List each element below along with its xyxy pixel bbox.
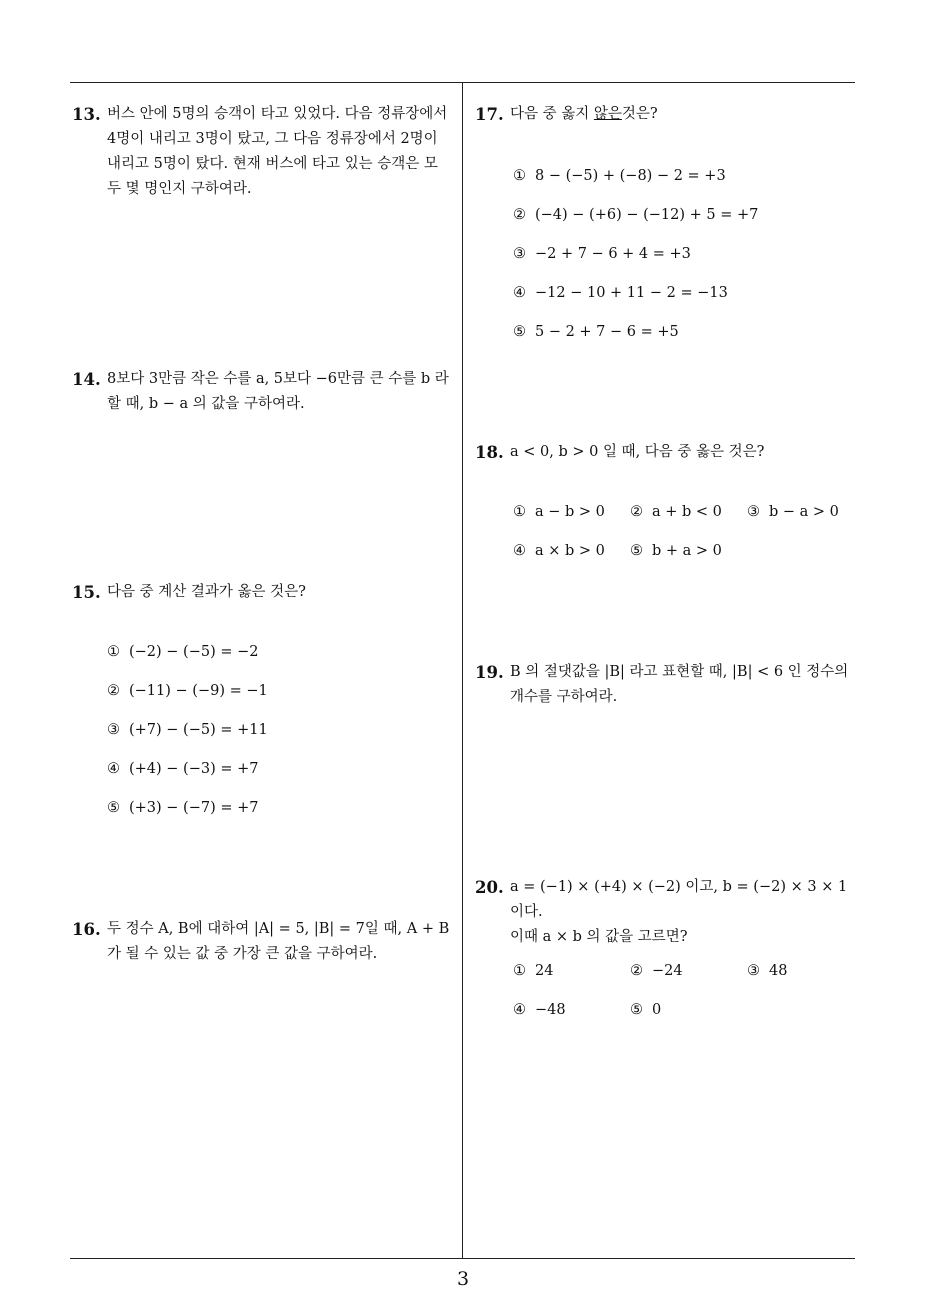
- choice-text: a − b > 0: [535, 504, 605, 520]
- choice-text: −48: [535, 1002, 566, 1018]
- choice-mark: ⑤: [107, 800, 120, 816]
- choice-mark: ④: [513, 1002, 526, 1018]
- choice-mark: ③: [513, 246, 526, 262]
- question-14: [72, 367, 458, 417]
- choice-text: −2 + 7 − 6 + 4 = +3: [535, 246, 691, 262]
- choice-mark: ②: [630, 504, 643, 520]
- choice-text: (−4) − (+6) − (−12) + 5 = +7: [535, 207, 759, 223]
- choice-mark: ①: [513, 168, 526, 184]
- question-number: 20.: [475, 878, 504, 897]
- choice-3[interactable]: [107, 718, 268, 743]
- choice-5[interactable]: [107, 796, 259, 821]
- choice-3[interactable]: [513, 242, 691, 267]
- question-17: [475, 102, 865, 340]
- choice-text: 0: [652, 1002, 662, 1018]
- choice-2[interactable]: [513, 203, 758, 228]
- choice-mark: ②: [107, 683, 120, 699]
- choice-mark: ①: [513, 963, 526, 979]
- question-text: a = (−1) × (+4) × (−2) 이고, b = (−2) × 3 × 1 이다. 이때 a × b 의 값을 고르면?: [510, 879, 848, 945]
- question-text-part: 것은?: [621, 106, 658, 122]
- question-text: 8보다 3만큼 작은 수를 a, 5보다 −6만큼 큰 수를 b 라 할 때, b − a 의 값을 구하여라.: [107, 371, 449, 412]
- choice-text: 5 − 2 + 7 − 6 = +5: [535, 324, 679, 340]
- question-text: 두 정수 A, B에 대하여 |A| = 5, |B| = 7일 때, A + B 가 될 수 있는 값 중 가장 큰 값을 구하여라.: [107, 921, 450, 962]
- choice-text: (+4) − (−3) = +7: [129, 761, 259, 777]
- choice-text: (+3) − (−7) = +7: [129, 800, 259, 816]
- question-number: 14.: [72, 370, 101, 389]
- choice-text: a × b > 0: [535, 543, 605, 559]
- choice-mark: ①: [513, 504, 526, 520]
- question-text: B 의 절댓값을 |B| 라고 표현할 때, |B| < 6 인 정수의 개수를 구하여라.: [510, 664, 849, 705]
- choice-mark: ②: [630, 963, 643, 979]
- choice-text: −12 − 10 + 11 − 2 = −13: [535, 285, 728, 301]
- choice-text: (−2) − (−5) = −2: [129, 644, 259, 660]
- choice-4[interactable]: [513, 539, 605, 564]
- choice-mark: ③: [747, 963, 760, 979]
- choice-mark: ①: [107, 644, 120, 660]
- choice-2[interactable]: [107, 679, 268, 704]
- choice-text: (−11) − (−9) = −1: [129, 683, 268, 699]
- question-number: 19.: [475, 663, 504, 682]
- choice-mark: ③: [747, 504, 760, 520]
- page-number: 3: [456, 1268, 470, 1290]
- question-number: 16.: [72, 920, 101, 939]
- choice-5[interactable]: [630, 998, 661, 1023]
- choice-3[interactable]: [747, 500, 839, 525]
- choice-mark: ③: [107, 722, 120, 738]
- question-text: 다음 중 계산 결과가 옳은 것은?: [107, 584, 306, 600]
- choice-text: −24: [652, 963, 683, 979]
- choice-text: b + a > 0: [652, 543, 722, 559]
- choice-mark: ⑤: [513, 324, 526, 340]
- question-text: [510, 102, 865, 127]
- choice-mark: ⑤: [630, 543, 643, 559]
- question-16: [72, 917, 458, 967]
- bottom-rule: [70, 1258, 855, 1259]
- choice-text: b − a > 0: [769, 504, 839, 520]
- choice-mark: ④: [107, 761, 120, 777]
- question-number: 15.: [72, 583, 101, 602]
- question-13: [72, 102, 458, 202]
- choice-5[interactable]: [513, 320, 679, 345]
- question-15: [72, 580, 458, 816]
- question-18: [475, 440, 865, 559]
- choice-1[interactable]: [513, 959, 553, 984]
- choice-mark: ④: [513, 543, 526, 559]
- choice-1[interactable]: [513, 164, 726, 189]
- choice-1[interactable]: [107, 640, 259, 665]
- choice-text: a + b < 0: [652, 504, 722, 520]
- choice-4[interactable]: [107, 757, 259, 782]
- question-text: a < 0, b > 0 일 때, 다음 중 옳은 것은?: [510, 444, 765, 460]
- choice-text: 48: [769, 963, 788, 979]
- choice-3[interactable]: [747, 959, 787, 984]
- choice-1[interactable]: [513, 500, 605, 525]
- emphasis-underline: 않은: [593, 106, 622, 122]
- choice-mark: ④: [513, 285, 526, 301]
- question-text-part: 다음 중 옳지: [510, 106, 594, 122]
- choice-2[interactable]: [630, 500, 722, 525]
- choice-mark: ②: [513, 207, 526, 223]
- question-20: [475, 875, 865, 1018]
- question-number: 17.: [475, 105, 504, 124]
- choice-text: 8 − (−5) + (−8) − 2 = +3: [535, 168, 726, 184]
- choice-5[interactable]: [630, 539, 722, 564]
- question-number: 13.: [72, 105, 101, 124]
- choice-2[interactable]: [630, 959, 683, 984]
- question-19: [475, 660, 865, 710]
- choice-text: 24: [535, 963, 554, 979]
- choice-mark: ⑤: [630, 1002, 643, 1018]
- choice-4[interactable]: [513, 281, 728, 306]
- column-divider: [462, 82, 463, 1258]
- question-text: 버스 안에 5명의 승객이 타고 있었다. 다음 정류장에서 4명이 내리고 3명이 탔고, 그 다음 정류장에서 2명이 내리고 5명이 탔다. 현재 버스에 타고 있는 승객은 모 두 몇 명인지 구하여라.: [107, 106, 448, 197]
- question-number: 18.: [475, 443, 504, 462]
- choice-4[interactable]: [513, 998, 566, 1023]
- choice-text: (+7) − (−5) = +11: [129, 722, 268, 738]
